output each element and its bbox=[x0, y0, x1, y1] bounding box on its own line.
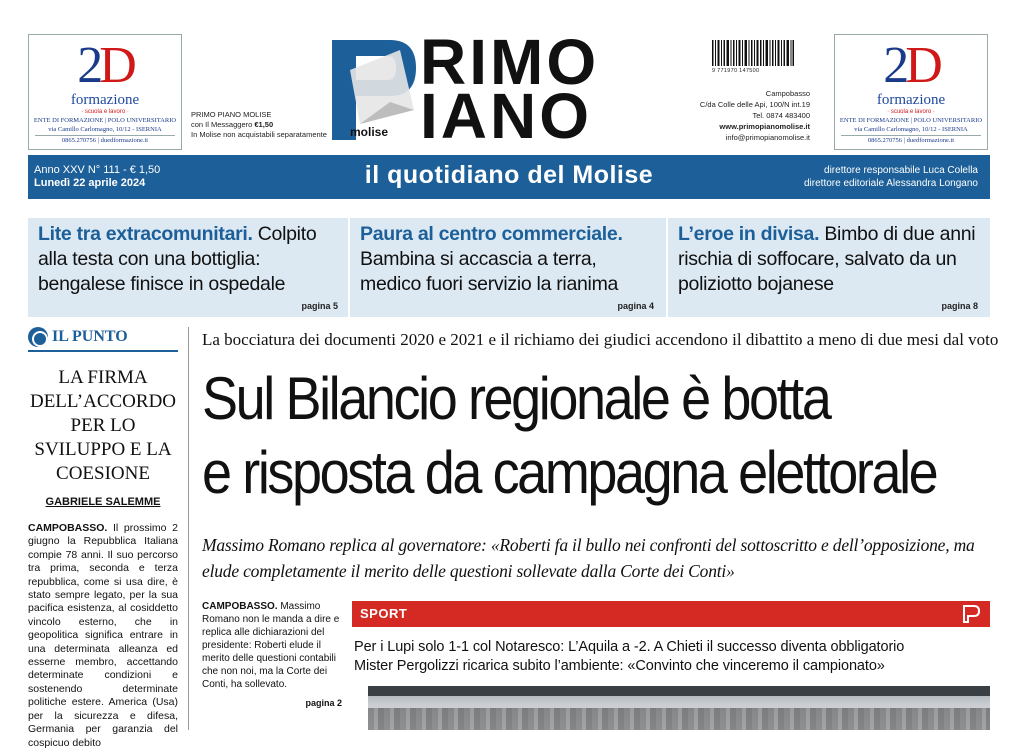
ad-tagline: · scuola e lavoro · bbox=[81, 109, 129, 115]
ad-brand: formazione bbox=[70, 92, 140, 108]
distribution-line1: PRIMO PIANO MOLISE bbox=[191, 110, 272, 119]
distribution-line2 bbox=[191, 120, 331, 130]
teaser-item[interactable] bbox=[28, 218, 350, 317]
barcode-icon bbox=[712, 40, 794, 66]
ad-phone: 0865.270756 bbox=[61, 137, 97, 144]
masthead-bar bbox=[28, 155, 990, 199]
teaser-keyword: L’eroe in divisa. bbox=[678, 223, 820, 245]
editorial-title[interactable]: LA FIRMA DELL’ACCORDO PER LO SVILUPPO E LA COESIONE bbox=[29, 367, 177, 484]
logo-molise: molise bbox=[350, 125, 389, 139]
logo-word-piano: IANO bbox=[420, 80, 592, 152]
editorial-body bbox=[28, 522, 178, 750]
stadium-stand bbox=[368, 708, 990, 730]
contact-tel: Tel. 0874 483400 bbox=[752, 111, 810, 120]
teaser-headline bbox=[360, 222, 656, 297]
teaser-item[interactable] bbox=[666, 218, 990, 317]
ad-2d-logo: 2D bbox=[77, 37, 133, 94]
il-punto-icon bbox=[28, 327, 48, 347]
teaser-text: Colpito alla testa con una bottiglia: bengalese finisce in ospedale bbox=[38, 223, 317, 295]
main-dateline: CAMPOBASSO. bbox=[202, 601, 278, 612]
sport-section-bar bbox=[352, 601, 990, 627]
ad-contacts: 0865.270756 | duedformazione.it bbox=[35, 135, 175, 145]
ad-contacts: 0865.270756 | duedformazione.it bbox=[841, 135, 981, 145]
section-header-il-punto bbox=[28, 327, 178, 352]
ad-2d-formazione-left[interactable] bbox=[28, 34, 182, 150]
ad-phone: 0865.270756 bbox=[867, 137, 903, 144]
ad-line1: ENTE DI FORMAZIONE | POLO UNIVERSITARIO bbox=[839, 117, 983, 124]
main-text: Massimo Romano non le manda a dire e replica alle dichiarazioni del presidente: Roberti elude il merito delle questioni contabili che non noi, ma la Corte dei Conti, ha sollevato. bbox=[202, 601, 340, 690]
logo-word-primo: RIMO bbox=[420, 26, 600, 98]
contact-web-link[interactable]: www.primopianomolise.it bbox=[719, 122, 810, 131]
issue-date: Lunedì 22 aprile 2024 bbox=[34, 177, 146, 189]
issue-number: Anno XXV N° 111 - € 1,50 bbox=[34, 164, 161, 176]
masthead-logo[interactable] bbox=[328, 26, 688, 152]
teaser-page-ref: pagina 8 bbox=[941, 301, 978, 311]
teaser-keyword: Lite tra extracomunitari. bbox=[38, 223, 253, 245]
teaser-strip bbox=[28, 218, 990, 317]
distribution-line2-text: con Il Messaggero bbox=[191, 120, 255, 129]
distribution-line3: In Molise non acquistabili separatamente bbox=[191, 130, 327, 139]
teaser-text: Bambina si accascia a terra, medico fuori servizio la rianima bbox=[360, 248, 619, 295]
ad-line2: via Camillo Carlomagno, 10/12 - ISERNIA bbox=[854, 126, 968, 133]
contact-email-link[interactable]: info@primopianomolise.it bbox=[725, 133, 810, 142]
distribution-note bbox=[191, 110, 331, 140]
ad-email: duedformazione.it bbox=[100, 137, 149, 144]
ad-line1: ENTE DI FORMAZIONE | POLO UNIVERSITARIO bbox=[33, 117, 177, 124]
contact-city: Campobasso bbox=[765, 89, 810, 98]
paper-tagline: il quotidiano del Molise bbox=[364, 161, 654, 189]
teaser-text: Bimbo di due anni rischia di soffocare, salvato da un poliziotto bojanese bbox=[678, 223, 976, 295]
director-responsible: direttore responsabile Luca Colella bbox=[824, 165, 978, 176]
section-label: IL PUNTO bbox=[52, 328, 128, 345]
primo-piano-p-icon bbox=[962, 605, 980, 623]
teaser-page-ref: pagina 4 bbox=[617, 301, 654, 311]
main-headline[interactable] bbox=[202, 362, 1002, 510]
directors bbox=[804, 164, 978, 190]
sport-stadium-photo bbox=[368, 686, 990, 730]
teaser-keyword: Paura al centro commerciale. bbox=[360, 223, 623, 245]
ad-email: duedformazione.it bbox=[906, 137, 955, 144]
stadium-roof bbox=[368, 686, 990, 696]
ad-brand: formazione bbox=[876, 92, 946, 108]
teaser-item[interactable] bbox=[348, 218, 666, 317]
publisher-contacts bbox=[660, 88, 810, 143]
editorial-dateline: CAMPOBASSO. bbox=[28, 522, 108, 534]
ad-line2: via Camillo Carlomagno, 10/12 - ISERNIA bbox=[48, 126, 162, 133]
editorial-column bbox=[28, 327, 178, 750]
sport-line1: Per i Lupi solo 1-1 col Notaresco: L’Aquila a -2. A Chieti il successo diventa obbligatorio bbox=[354, 639, 905, 655]
editorial-author: GABRIELE SALEMME bbox=[45, 496, 161, 508]
main-page-ref[interactable]: pagina 2 bbox=[305, 698, 342, 708]
main-kicker: La bocciatura dei documenti 2020 e 2021 e il richiamo dei giudici accendono il dibattito a meno di due mesi dal voto bbox=[202, 330, 999, 349]
ad-tagline: · scuola e lavoro · bbox=[887, 109, 935, 115]
sport-line2: Mister Pergolizzi ricarica subito l’ambiente: «Convinto che vinceremo il campionato» bbox=[354, 658, 885, 674]
ad-2d-logo: 2D bbox=[883, 37, 939, 94]
barcode-number: 9 771970 147500 bbox=[712, 68, 760, 74]
teaser-headline bbox=[38, 222, 340, 297]
main-subhead: Massimo Romano replica al governatore: «Roberti fa il bullo nei confronti del sottoscritto e dell’opposizione, ma elude completamente il merito delle questioni sollevate dalla Corte dei Conti» bbox=[202, 535, 975, 581]
column-divider bbox=[188, 327, 189, 730]
headline-line2: e risposta da campagna elettorale bbox=[202, 439, 937, 507]
ad-2d-formazione-right[interactable] bbox=[834, 34, 988, 150]
teaser-headline bbox=[678, 222, 980, 297]
main-story-body bbox=[202, 600, 342, 710]
headline-line1: Sul Bilancio regionale è botta bbox=[202, 365, 830, 433]
contact-address: C/da Colle delle Api, 100/N int.19 bbox=[699, 100, 810, 109]
editorial-text: Il prossimo 2 giugno la Repubblica Italiana compie 78 anni. Il suo percorso tra prima, seconda e terza repubblica, come si usa dire, è stato sempre legato, per la sua pacifica esistenza, al cosiddetto vincolo esterno, che in geopolitica significa entrare in una determinata alleanza ed esserne membro, accettando determinate condizioni e sostenendo determinate politiche estere. America (Usa) per la sicurezza e difesa, Germania per garanzia del cospicuo debito bbox=[28, 522, 178, 749]
teaser-page-ref: pagina 5 bbox=[301, 301, 338, 311]
distribution-price: €1,50 bbox=[254, 120, 274, 129]
director-editorial: direttore editoriale Alessandra Longano bbox=[803, 178, 978, 189]
sport-label: SPORT bbox=[360, 606, 408, 621]
sport-headlines[interactable] bbox=[354, 638, 994, 676]
